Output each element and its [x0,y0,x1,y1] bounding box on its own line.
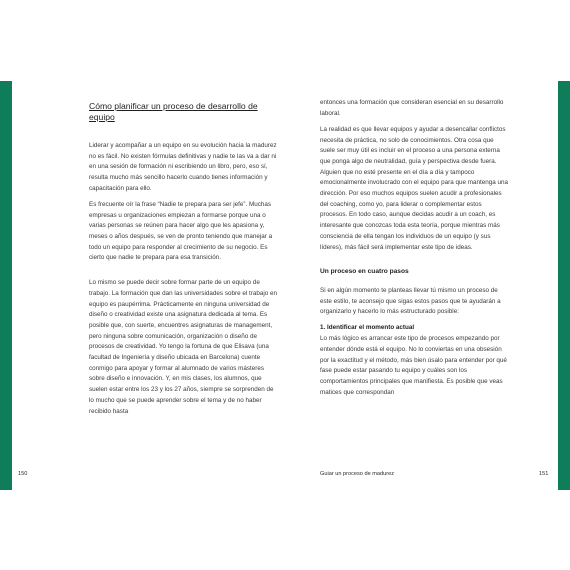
right-page-column [320,98,508,404]
page-number-left: 150 [18,471,28,477]
paragraph: Lo mismo se puede decir sobre formar parte de un equipo de trabajo. La formación que dan las universidades sobre el trabajo en equipo es paupérrima. Prácticamente en ninguna universidad de diseño o creatividad existe una asignatura dedicada al tema. Es posible que, con suerte, encuentres asignaturas de management, pero ninguna sobre comunicación, organización o diseño de procesos de creatividad. Yo tengo la fortuna de que Elisava (una facultad de Ingeniería y diseño ubicada en Barcelona) cuente conmigo para apoyar y formar al alumnado de varios másteres sobre diseño e innovación. Y, en mis clases, los alumnos, que suelen estar entre los 23 y los 27 años, siempre se sorprenden de lo mucho que se puede aprender sobre el tema y de no haber recibido hasta [89,279,277,415]
step-title: 1. Identificar el momento actual [320,324,415,332]
paragraph: Liderar y acompañar a un equipo en su evolución hacia la madurez no es fácil. No existen fórmulas definitivas y nadie te las va a dar ni en una sesión de formación ni escribiendo un libro, pero, eso sí, resulta mucho más sencillo hacerlo cuando tienes información y capacitación para ello. [89,142,277,192]
chapter-title: Cómo planificar un proceso de desarrollo de equipo [89,101,258,122]
left-accent-bar [0,81,12,490]
paragraph: Lo más lógico es arrancar este tipo de procesos empezando por entender dónde está el equipo. No lo conviertas en una obsesión por la exactitud y el método, más bien úsalo para entender por qué fase puede estar pasando tu equipo y cuáles son los comportamientos principales que manifiesta. Es posible que veas matices que correspondan [320,335,507,396]
paragraph: Si en algún momento te planteas llevar tú mismo un proceso de este estilo, te aconsejo que sigas estos pasos que te ayudarán a organizarlo y hacerlo lo más estructurado posible: [320,286,501,316]
paragraph: La realidad es que llevar equipos y ayudar a desencallar conflictos necesita de práctica, no solo de conocimientos. Otra cosa que suele ser muy útil es incluir en el proceso a una persona externa que ponga algo de neutralidad, guía y perspectiva desde fuera. Alguien que no esté presente en el día a día y tampoco emocionalmente involucrado con el equipo para que mantenga una dirección. Por eso muchos equipos suelen acudir a profesionales del coaching, como yo, para liderar o complementar estos procesos. En todo caso, aunque decidas acudir a un coach, es interesante que conozcas toda esta teoría, porque mientras más consciencia de ella tengan los individuos de un equipo (y sus líderes), más fácil será implementar este tipo de ideas. [320,125,508,251]
section-subheading: Un proceso en cuatro pasos [320,268,409,276]
page-number-right: 151 [539,471,549,477]
running-footer: Guiar un proceso de madurez [320,471,395,477]
paragraph: Es frecuente oír la frase “Nadie te prepara para ser jefe”. Muchas empresas u organizaciones empiezan a formarse porque una o varias personas se reúnen para hacer algo que les apasiona y, meses o años después, se ven de pronto teniendo que manejar a todo un equipo para responder al crecimiento de su negocio. Es cierto que nadie te prepara para esa transición. [89,200,273,262]
paragraph: entonces una formación que consideran esencial en su desarrollo laboral. [320,99,504,117]
left-page-column [89,97,277,423]
right-accent-bar [558,81,570,490]
